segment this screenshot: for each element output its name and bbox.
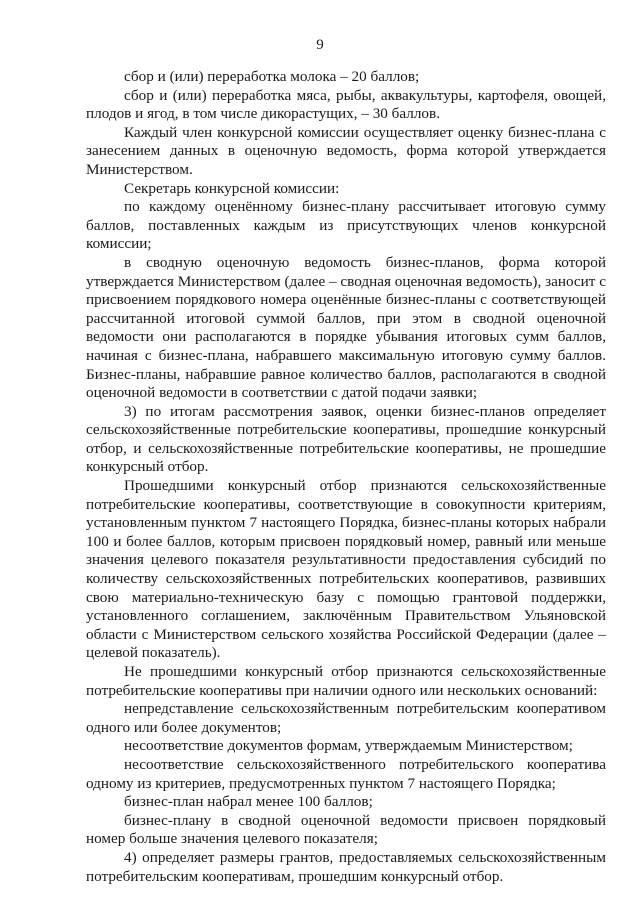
document-body xyxy=(86,68,606,886)
paragraph: бизнес-план набрал менее 100 баллов; xyxy=(124,793,373,811)
paragraph: несоответствие сельскохозяйственного потребительского кооператива одному из критериев, предусмотренных пунктом 7 настоящего Порядка; xyxy=(86,755,606,792)
paragraph: 3) по итогам рассмотрения заявок, оценки бизнес-планов определяет сельскохозяйственные потребительские кооперативы, прошедшие конкурсный отбор, и сельскохозяйственные потребительские кооперативы, не прошедшие конкурсный отбор. xyxy=(86,402,606,476)
paragraph: в сводную оценочную ведомость бизнес-планов, форма которой утверждается Министерством (далее – сводная оценочная ведомость), заносит с присвоением порядкового номера оценённые бизнес-планы с соответствующей рассчитанной итоговой суммой баллов, при этом в сводной оценочной ведомости они располагаются в порядке убывания итоговых сумм баллов, начиная с бизнес-плана, набравшего максимальную итоговую сумму баллов. Бизнес-планы, набравшие равное количество баллов, располагаются в сводной оценочной ведомости в соответствии с датой подачи заявки; xyxy=(86,253,606,402)
paragraph: по каждому оценённому бизнес-плану рассчитывает итоговую сумму баллов, поставленных каждым из присутствующих членов конкурсной комиссии; xyxy=(86,198,606,253)
paragraph: Прошедшими конкурсный отбор признаются сельскохозяйственные потребительские кооперативы, соответствующие в совокупности критериям, установленным пунктом 7 настоящего Порядка, бизнес-планы которых набрали 100 и более баллов, которым присвоен порядковый номер, равный или меньше значения целевого показателя результативности предоставления субсидий по количеству сельскохозяйственных потребительских кооперативов, развивших свою материально-техническую базу с помощью грантовой поддержки, установленного соглашением, заключённым Правительством Ульяновской области с Министерством сельского хозяйства Российской Федерации (далее – целевой показатель). xyxy=(86,477,606,662)
paragraph: Не прошедшими конкурсный отбор признаются сельскохозяйственные потребительские кооперативы при наличии одного или нескольких оснований: xyxy=(86,663,606,699)
paragraph: сбор и (или) переработка молока – 20 баллов; xyxy=(124,68,420,85)
paragraph: сбор и (или) переработка мяса, рыбы, аквакультуры, картофеля, овощей, плодов и ягод, в том числе дикорастущих, – 30 баллов. xyxy=(86,86,606,123)
paragraph: непредставление сельскохозяйственным потребительским кооперативом одного или более документов; xyxy=(86,700,606,736)
paragraph: 4) определяет размеры грантов, предоставляемых сельскохозяйственным потребительским кооперативам, прошедшим конкурсный отбор. xyxy=(86,848,606,885)
page-number: 9 xyxy=(316,37,324,53)
paragraph: Секретарь конкурсной комиссии: xyxy=(124,179,340,197)
paragraph: бизнес-плану в сводной оценочной ведомости присвоен порядковый номер больше значения целевого показателя; xyxy=(86,811,606,848)
paragraph: Каждый член конкурсной комиссии осуществляет оценку бизнес-плана с занесением данных в оценочную ведомость, форма которой утверждается Министерством. xyxy=(86,123,606,178)
paragraph: несоответствие документов формам, утверждаемым Министерством; xyxy=(124,737,573,755)
